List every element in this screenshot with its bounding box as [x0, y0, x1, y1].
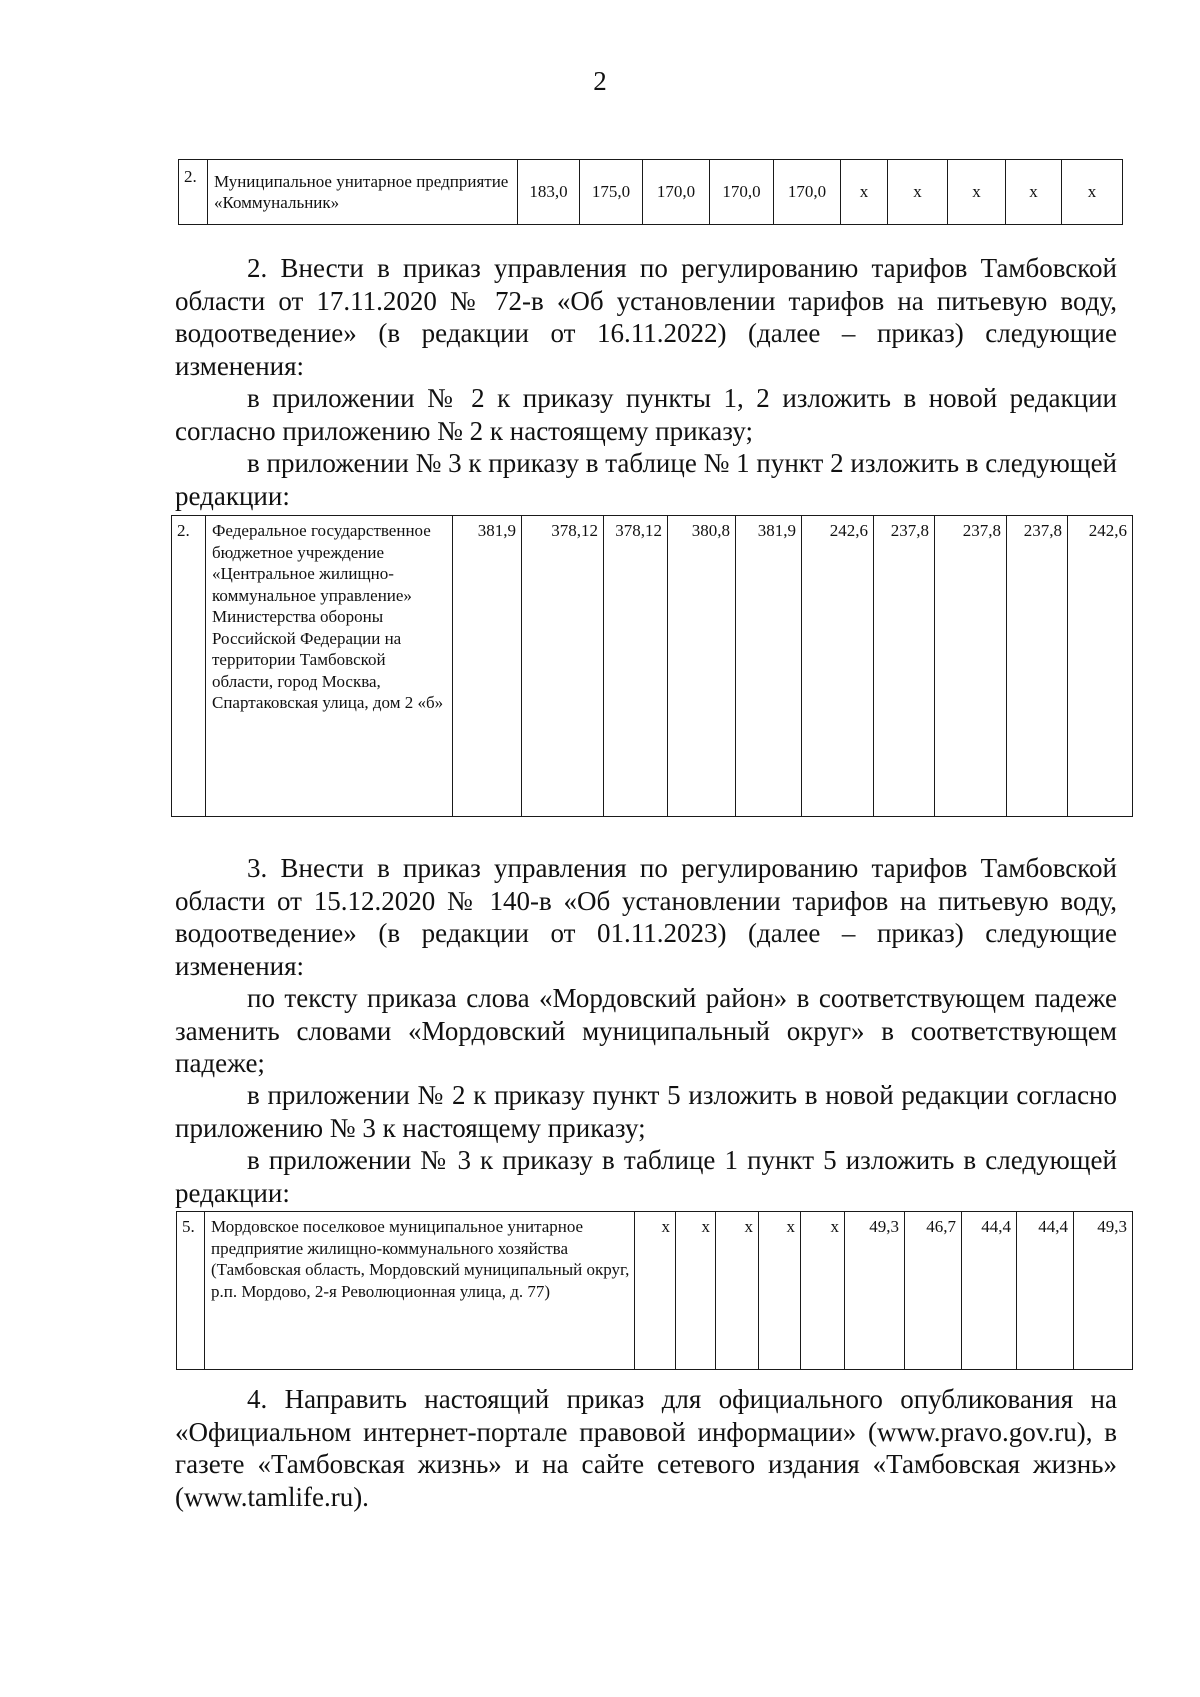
- tariff-cell: х: [716, 1212, 759, 1370]
- tariff-cell: 237,8: [874, 516, 935, 817]
- tariff-table-3: [176, 1211, 1133, 1370]
- tariff-cell: 380,8: [668, 516, 736, 817]
- tariff-cell: 170,0: [710, 160, 774, 225]
- table-row: [177, 1212, 1133, 1370]
- tariff-cell: 378,12: [604, 516, 668, 817]
- page-number: 2: [593, 66, 607, 96]
- tariff-cell: 381,9: [736, 516, 802, 817]
- tariff-cell: 237,8: [935, 516, 1007, 817]
- tariff-cell: 242,6: [802, 516, 874, 817]
- tariff-cell: х: [888, 160, 948, 225]
- tariff-cell: х: [635, 1212, 676, 1370]
- table-row: [172, 516, 1133, 817]
- paragraph-2-intro: 2. Внести в приказ управления по регулированию тарифов Тамбовской области от 17.11.2020 № 72-в «Об установлении тарифов на питьевую воду, водоотведение» (в редакции от 16.11.2022) (далее – приказ) следующие изменения:: [175, 253, 1117, 381]
- tariff-cell: 49,3: [1074, 1212, 1133, 1370]
- tariff-cell: 381,9: [453, 516, 522, 817]
- tariff-cell: х: [841, 160, 888, 225]
- paragraph-2-item-a: в приложении № 2 к приказу пункты 1, 2 изложить в новой редакции согласно приложению № 2 к настоящему приказу;: [175, 383, 1117, 446]
- paragraph-3-item-b: в приложении № 2 к приказу пункт 5 изложить в новой редакции согласно приложению № 3 к настоящему приказу;: [175, 1080, 1117, 1143]
- paragraph-2-item-b: в приложении № 3 к приказу в таблице № 1 пункт 2 изложить в следующей редакции:: [175, 448, 1117, 511]
- tariff-cell: х: [676, 1212, 716, 1370]
- tariff-cell: 378,12: [522, 516, 604, 817]
- paragraph-3-intro: 3. Внести в приказ управления по регулированию тарифов Тамбовской области от 15.12.2020 № 140-в «Об установлении тарифов на питьевую воду, водоотведение» (в редакции от 01.11.2023) (далее – приказ) следующие изменения:: [175, 853, 1117, 981]
- row-number: 2.: [172, 516, 206, 817]
- tariff-cell: х: [1006, 160, 1062, 225]
- tariff-cell: 175,0: [580, 160, 643, 225]
- tariff-cell: х: [1062, 160, 1123, 225]
- tariff-cell: х: [801, 1212, 845, 1370]
- tariff-cell: 183,0: [518, 160, 580, 225]
- tariff-cell: 46,7: [905, 1212, 962, 1370]
- table-row: [179, 160, 1123, 225]
- tariff-cell: 44,4: [962, 1212, 1017, 1370]
- tariff-cell: 170,0: [774, 160, 841, 225]
- organization-name: Мордовское поселковое муниципальное унитарное предприятие жилищно-коммунального хозяйства (Тамбовская область, Мордовский муниципальный округ, р.п. Мордово, 2-я Революционная улица, д. 77): [205, 1212, 635, 1370]
- paragraph-3-item-a: по тексту приказа слова «Мордовский район» в соответствующем падеже заменить словами «Мордовский муниципальный округ» в соответствующем падеже;: [175, 983, 1117, 1078]
- tariff-cell: 237,8: [1007, 516, 1068, 817]
- tariff-cell: 170,0: [643, 160, 710, 225]
- row-number: 5.: [177, 1212, 205, 1370]
- tariff-cell: х: [759, 1212, 801, 1370]
- tariff-cell: 49,3: [845, 1212, 905, 1370]
- organization-name: Федеральное государственное бюджетное учреждение «Центральное жилищно-коммунальное управление» Министерства обороны Российской Федерации на территории Тамбовской области, город Москва, Спартаковская улица, дом 2 «б»: [206, 516, 453, 817]
- tariff-cell: х: [948, 160, 1006, 225]
- tariff-table-1: [178, 159, 1123, 225]
- paragraph-3-item-c: в приложении № 3 к приказу в таблице 1 пункт 5 изложить в следующей редакции:: [175, 1145, 1117, 1208]
- organization-name: Муниципальное унитарное предприятие «Коммунальник»: [208, 160, 518, 225]
- row-number: 2.: [179, 160, 208, 225]
- tariff-cell: 44,4: [1017, 1212, 1074, 1370]
- paragraph-4: 4. Направить настоящий приказ для официального опубликования на «Официальном интернет-портале правовой информации» (www.pravo.gov.ru), в газете «Тамбовская жизнь» и на сайте сетевого издания «Тамбовская жизнь» (www.tamlife.ru).: [175, 1384, 1117, 1512]
- tariff-table-2: [171, 515, 1133, 817]
- tariff-cell: 242,6: [1068, 516, 1133, 817]
